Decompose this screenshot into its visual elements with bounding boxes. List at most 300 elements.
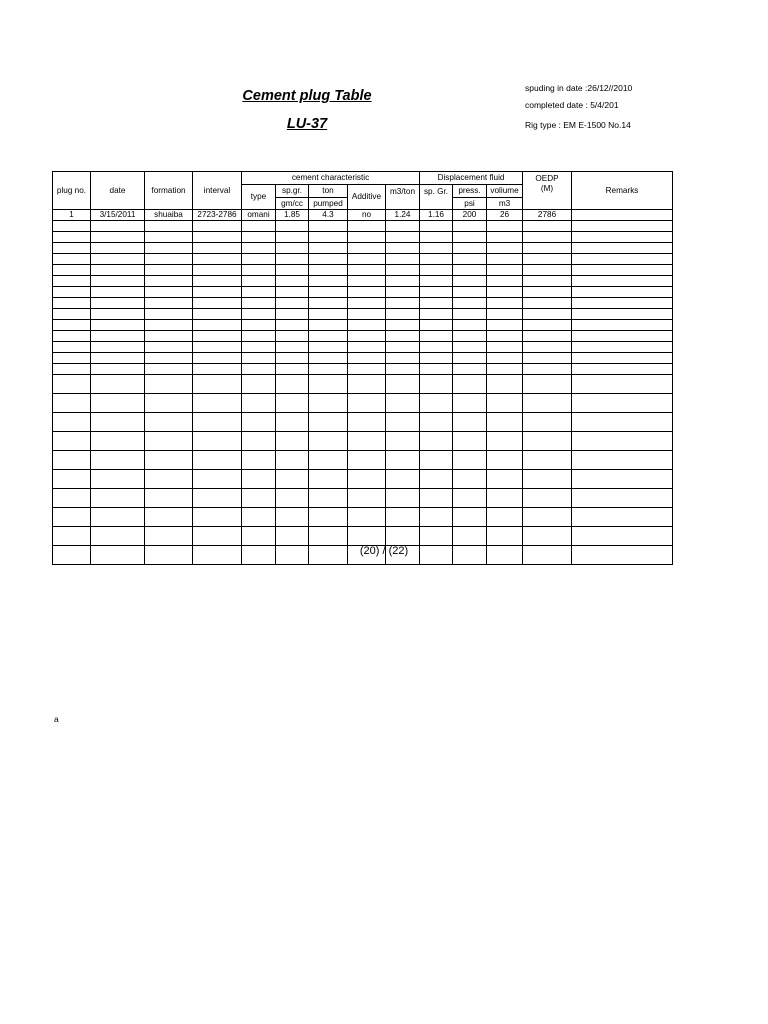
table-cell: 1 bbox=[53, 210, 91, 221]
table-cell bbox=[523, 432, 572, 451]
table-cell bbox=[348, 254, 386, 265]
table-cell bbox=[453, 353, 487, 364]
page-subtitle: LU-37 bbox=[286, 116, 328, 132]
table-cell bbox=[242, 527, 276, 546]
table-cell bbox=[309, 470, 348, 489]
table-cell bbox=[53, 375, 91, 394]
table-cell bbox=[348, 375, 386, 394]
table-cell bbox=[91, 298, 145, 309]
table-cell bbox=[91, 489, 145, 508]
table-cell bbox=[193, 394, 242, 413]
table-cell bbox=[242, 243, 276, 254]
table-cell bbox=[453, 276, 487, 287]
table-cell bbox=[91, 221, 145, 232]
table-cell bbox=[453, 489, 487, 508]
table-cell bbox=[145, 413, 193, 432]
table-cell bbox=[276, 353, 309, 364]
table-cell bbox=[420, 394, 453, 413]
table-cell bbox=[309, 221, 348, 232]
table-cell bbox=[193, 364, 242, 375]
table-cell bbox=[309, 353, 348, 364]
header-remarks: Remarks bbox=[572, 172, 673, 210]
table-cell bbox=[276, 309, 309, 320]
table-cell: 1.16 bbox=[420, 210, 453, 221]
table-cell bbox=[572, 394, 673, 413]
table-cell bbox=[242, 364, 276, 375]
page-title: Cement plug Table bbox=[242, 88, 372, 104]
table-cell bbox=[145, 489, 193, 508]
table-cell bbox=[276, 470, 309, 489]
table-cell bbox=[348, 287, 386, 298]
table-cell bbox=[276, 265, 309, 276]
table-cell bbox=[309, 276, 348, 287]
table-cell bbox=[242, 489, 276, 508]
table-row-empty bbox=[53, 470, 673, 489]
table-cell bbox=[523, 276, 572, 287]
table-cell bbox=[487, 432, 523, 451]
table-cell bbox=[523, 364, 572, 375]
table-cell bbox=[453, 298, 487, 309]
table-cell bbox=[193, 331, 242, 342]
table-cell bbox=[348, 451, 386, 470]
rig-type: Rig type : EM E-1500 No.14 bbox=[525, 120, 631, 130]
table-cell bbox=[276, 298, 309, 309]
table-cell bbox=[523, 254, 572, 265]
table-cell: 3/15/2011 bbox=[91, 210, 145, 221]
table-cell: 200 bbox=[453, 210, 487, 221]
table-row-empty bbox=[53, 353, 673, 364]
table-cell bbox=[487, 298, 523, 309]
table-cell bbox=[420, 265, 453, 276]
table-cell bbox=[420, 470, 453, 489]
table-cell bbox=[309, 309, 348, 320]
table-cell bbox=[487, 276, 523, 287]
header-oedp-label: OEDP bbox=[535, 174, 559, 183]
table-cell bbox=[523, 232, 572, 243]
table-cell bbox=[386, 489, 420, 508]
table-cell bbox=[91, 413, 145, 432]
table-cell bbox=[348, 265, 386, 276]
table-cell bbox=[242, 470, 276, 489]
table-cell bbox=[242, 375, 276, 394]
table-cell: omani bbox=[242, 210, 276, 221]
table-cell bbox=[386, 375, 420, 394]
table-cell bbox=[53, 451, 91, 470]
table-cell bbox=[487, 287, 523, 298]
table-cell bbox=[487, 413, 523, 432]
table-cell bbox=[420, 221, 453, 232]
table-cell bbox=[453, 527, 487, 546]
table-cell bbox=[420, 254, 453, 265]
table-cell bbox=[523, 527, 572, 546]
table-cell bbox=[193, 221, 242, 232]
table-cell bbox=[53, 342, 91, 353]
table-cell bbox=[420, 413, 453, 432]
table-cell bbox=[91, 287, 145, 298]
table-row-empty bbox=[53, 320, 673, 331]
header-additive: Additive bbox=[348, 185, 386, 210]
table-cell bbox=[572, 489, 673, 508]
table-cell bbox=[572, 287, 673, 298]
table-cell bbox=[487, 309, 523, 320]
table-cell bbox=[453, 451, 487, 470]
table-cell bbox=[386, 309, 420, 320]
table-cell bbox=[53, 309, 91, 320]
table-cell bbox=[348, 276, 386, 287]
header-volume: voliume bbox=[487, 185, 523, 198]
table-cell bbox=[487, 232, 523, 243]
header-ton: ton bbox=[309, 185, 348, 198]
table-cell bbox=[572, 309, 673, 320]
table-cell bbox=[386, 287, 420, 298]
table-cell bbox=[53, 265, 91, 276]
table-cell bbox=[276, 432, 309, 451]
table-cell bbox=[572, 375, 673, 394]
table-cell bbox=[276, 331, 309, 342]
table-row-empty bbox=[53, 254, 673, 265]
header-date: date bbox=[91, 172, 145, 210]
page-counter: (20) / (22) bbox=[359, 545, 409, 557]
table-cell bbox=[386, 298, 420, 309]
cement-plug-table bbox=[52, 171, 673, 565]
table-cell bbox=[487, 527, 523, 546]
table-cell bbox=[91, 320, 145, 331]
table-cell bbox=[193, 527, 242, 546]
table-cell bbox=[276, 489, 309, 508]
table-cell bbox=[145, 298, 193, 309]
table-cell bbox=[91, 527, 145, 546]
table-cell bbox=[453, 413, 487, 432]
table-cell bbox=[53, 353, 91, 364]
table-cell bbox=[53, 470, 91, 489]
table-cell bbox=[386, 331, 420, 342]
table-cell bbox=[487, 489, 523, 508]
table-cell bbox=[53, 298, 91, 309]
table-cell bbox=[572, 508, 673, 527]
table-cell bbox=[309, 320, 348, 331]
table-cell bbox=[242, 394, 276, 413]
table-cell bbox=[91, 265, 145, 276]
table-cell bbox=[309, 331, 348, 342]
table-cell bbox=[145, 432, 193, 451]
table-cell bbox=[53, 232, 91, 243]
table-cell bbox=[348, 221, 386, 232]
table-cell bbox=[386, 342, 420, 353]
table-cell bbox=[487, 394, 523, 413]
table-cell bbox=[309, 265, 348, 276]
table-cell bbox=[572, 527, 673, 546]
table-cell bbox=[309, 508, 348, 527]
table-cell bbox=[348, 320, 386, 331]
table-cell bbox=[420, 309, 453, 320]
table-cell bbox=[193, 232, 242, 243]
table-cell bbox=[487, 364, 523, 375]
table-cell bbox=[453, 508, 487, 527]
table-cell bbox=[193, 243, 242, 254]
table-cell bbox=[523, 287, 572, 298]
table-cell bbox=[348, 243, 386, 254]
table-cell bbox=[53, 527, 91, 546]
table-row-empty bbox=[53, 364, 673, 375]
table-cell bbox=[487, 375, 523, 394]
table-cell bbox=[145, 331, 193, 342]
table-cell bbox=[145, 527, 193, 546]
table-cell bbox=[523, 451, 572, 470]
table-cell bbox=[523, 470, 572, 489]
table-cell bbox=[145, 309, 193, 320]
table-cell bbox=[572, 254, 673, 265]
table-cell bbox=[91, 508, 145, 527]
table-cell bbox=[145, 375, 193, 394]
table-cell bbox=[242, 287, 276, 298]
table-cell bbox=[487, 254, 523, 265]
table-cell bbox=[572, 243, 673, 254]
table-cell bbox=[348, 331, 386, 342]
table-cell bbox=[145, 243, 193, 254]
table-cell bbox=[453, 265, 487, 276]
table-cell bbox=[242, 451, 276, 470]
table-cell bbox=[193, 342, 242, 353]
table-cell bbox=[193, 353, 242, 364]
table-cell bbox=[523, 342, 572, 353]
table-cell bbox=[91, 342, 145, 353]
table-cell bbox=[348, 413, 386, 432]
table-cell bbox=[572, 210, 673, 221]
table-cell bbox=[276, 394, 309, 413]
table-row-empty bbox=[53, 298, 673, 309]
table-cell bbox=[572, 276, 673, 287]
table-cell bbox=[91, 331, 145, 342]
table-cell bbox=[145, 364, 193, 375]
table-cell bbox=[523, 265, 572, 276]
table-cell bbox=[386, 432, 420, 451]
table-cell bbox=[420, 320, 453, 331]
table-cell bbox=[386, 508, 420, 527]
table-cell bbox=[145, 287, 193, 298]
table-cell bbox=[386, 353, 420, 364]
table-cell bbox=[523, 331, 572, 342]
table-row-empty bbox=[53, 276, 673, 287]
table-cell bbox=[53, 413, 91, 432]
table-cell bbox=[91, 432, 145, 451]
table-cell bbox=[193, 451, 242, 470]
table-cell bbox=[348, 527, 386, 546]
table-cell bbox=[523, 508, 572, 527]
table-cell bbox=[487, 331, 523, 342]
stray-text: a bbox=[54, 714, 59, 724]
table-row-empty bbox=[53, 287, 673, 298]
table-cell bbox=[91, 309, 145, 320]
table-cell bbox=[242, 232, 276, 243]
table-cell bbox=[242, 298, 276, 309]
table-cell bbox=[420, 353, 453, 364]
table-cell bbox=[91, 353, 145, 364]
table-cell bbox=[420, 298, 453, 309]
table-cell bbox=[309, 298, 348, 309]
header-spgr-unit: gm/cc bbox=[276, 198, 309, 210]
table-cell bbox=[386, 364, 420, 375]
table-cell bbox=[420, 287, 453, 298]
table-cell bbox=[145, 221, 193, 232]
table-cell bbox=[193, 413, 242, 432]
table-cell bbox=[386, 394, 420, 413]
table-cell: 1.85 bbox=[276, 210, 309, 221]
header-oedp-unit: (M) bbox=[540, 184, 554, 193]
table-cell bbox=[91, 451, 145, 470]
table-cell bbox=[453, 394, 487, 413]
table-cell bbox=[276, 320, 309, 331]
table-cell bbox=[242, 413, 276, 432]
table-cell bbox=[523, 221, 572, 232]
table-cell bbox=[193, 298, 242, 309]
table-cell bbox=[91, 375, 145, 394]
table-cell bbox=[386, 232, 420, 243]
header-interval: interval bbox=[193, 172, 242, 210]
table-cell bbox=[348, 309, 386, 320]
table-cell bbox=[420, 364, 453, 375]
header-press: press. bbox=[453, 185, 487, 198]
table-cell bbox=[193, 287, 242, 298]
table-cell bbox=[453, 287, 487, 298]
table-cell bbox=[420, 527, 453, 546]
table-cell bbox=[420, 276, 453, 287]
table-row-empty bbox=[53, 221, 673, 232]
table-cell bbox=[453, 364, 487, 375]
table-cell: 26 bbox=[487, 210, 523, 221]
table-cell bbox=[145, 451, 193, 470]
header-row-group bbox=[53, 172, 673, 185]
table-cell bbox=[53, 287, 91, 298]
table-cell bbox=[572, 432, 673, 451]
table-cell bbox=[487, 221, 523, 232]
table-cell bbox=[53, 320, 91, 331]
table-cell bbox=[453, 232, 487, 243]
table-cell bbox=[309, 375, 348, 394]
table-cell bbox=[420, 232, 453, 243]
table-cell bbox=[348, 470, 386, 489]
table-cell bbox=[523, 298, 572, 309]
table-row-empty bbox=[53, 243, 673, 254]
table-cell bbox=[572, 265, 673, 276]
table-cell bbox=[453, 221, 487, 232]
table-cell: 2786 bbox=[523, 210, 572, 221]
table-row-empty bbox=[53, 527, 673, 546]
table-cell bbox=[193, 489, 242, 508]
table-cell bbox=[523, 375, 572, 394]
table-cell bbox=[276, 364, 309, 375]
table-cell: 1.24 bbox=[386, 210, 420, 221]
table-cell bbox=[386, 527, 420, 546]
table-cell bbox=[91, 243, 145, 254]
header-m3-per-ton: m3/ton bbox=[386, 185, 420, 210]
table-cell bbox=[348, 364, 386, 375]
table-cell bbox=[487, 451, 523, 470]
table-cell bbox=[53, 432, 91, 451]
table-cell bbox=[145, 276, 193, 287]
table-cell bbox=[572, 298, 673, 309]
table-cell bbox=[276, 232, 309, 243]
table-cell: 4.3 bbox=[309, 210, 348, 221]
table-cell bbox=[276, 375, 309, 394]
table-cell bbox=[348, 432, 386, 451]
table-row-empty bbox=[53, 232, 673, 243]
table-cell bbox=[348, 394, 386, 413]
table-row-empty bbox=[53, 451, 673, 470]
table-cell bbox=[309, 364, 348, 375]
table-cell bbox=[276, 254, 309, 265]
table-cell bbox=[53, 276, 91, 287]
table-cell bbox=[145, 353, 193, 364]
table-cell bbox=[453, 375, 487, 394]
table-cell bbox=[420, 243, 453, 254]
table-row-empty bbox=[53, 432, 673, 451]
table-cell bbox=[487, 342, 523, 353]
table-cell bbox=[53, 221, 91, 232]
table-cell bbox=[386, 243, 420, 254]
header-type: type bbox=[242, 185, 276, 210]
table-cell bbox=[91, 276, 145, 287]
table-cell bbox=[53, 508, 91, 527]
table-cell bbox=[145, 265, 193, 276]
table-row-empty bbox=[53, 331, 673, 342]
table-cell bbox=[386, 470, 420, 489]
table-cell bbox=[420, 375, 453, 394]
table-cell bbox=[487, 320, 523, 331]
table-cell bbox=[193, 432, 242, 451]
table-cell bbox=[309, 527, 348, 546]
table-cell bbox=[523, 320, 572, 331]
table-cell bbox=[348, 489, 386, 508]
table-cell bbox=[242, 432, 276, 451]
table-cell bbox=[91, 364, 145, 375]
table-cell bbox=[386, 221, 420, 232]
spud-date: spuding in date :26/12//2010 bbox=[525, 83, 633, 93]
table-cell bbox=[572, 320, 673, 331]
table-row-empty bbox=[53, 394, 673, 413]
table-cell bbox=[572, 342, 673, 353]
table-cell bbox=[453, 470, 487, 489]
header-press-unit: psi bbox=[453, 198, 487, 210]
table-cell bbox=[572, 331, 673, 342]
table-cell bbox=[91, 394, 145, 413]
table-cell bbox=[91, 232, 145, 243]
table-cell bbox=[53, 243, 91, 254]
table-cell bbox=[91, 254, 145, 265]
table-cell bbox=[309, 394, 348, 413]
table-cell bbox=[420, 432, 453, 451]
table-cell bbox=[53, 331, 91, 342]
table-row-empty bbox=[53, 309, 673, 320]
table-cell bbox=[309, 489, 348, 508]
table-cell bbox=[453, 243, 487, 254]
table-cell bbox=[193, 265, 242, 276]
table-cell bbox=[193, 276, 242, 287]
table-cell bbox=[145, 394, 193, 413]
header-cement-characteristic: cement characteristic bbox=[242, 172, 420, 185]
table-cell bbox=[386, 254, 420, 265]
table-cell bbox=[453, 432, 487, 451]
table-row bbox=[53, 210, 673, 221]
table-cell bbox=[309, 413, 348, 432]
table-cell bbox=[453, 331, 487, 342]
table-row-empty bbox=[53, 342, 673, 353]
table-cell bbox=[193, 375, 242, 394]
table-cell bbox=[487, 265, 523, 276]
table-cell: no bbox=[348, 210, 386, 221]
table-cell bbox=[348, 232, 386, 243]
table-cell bbox=[53, 364, 91, 375]
table-cell bbox=[276, 451, 309, 470]
